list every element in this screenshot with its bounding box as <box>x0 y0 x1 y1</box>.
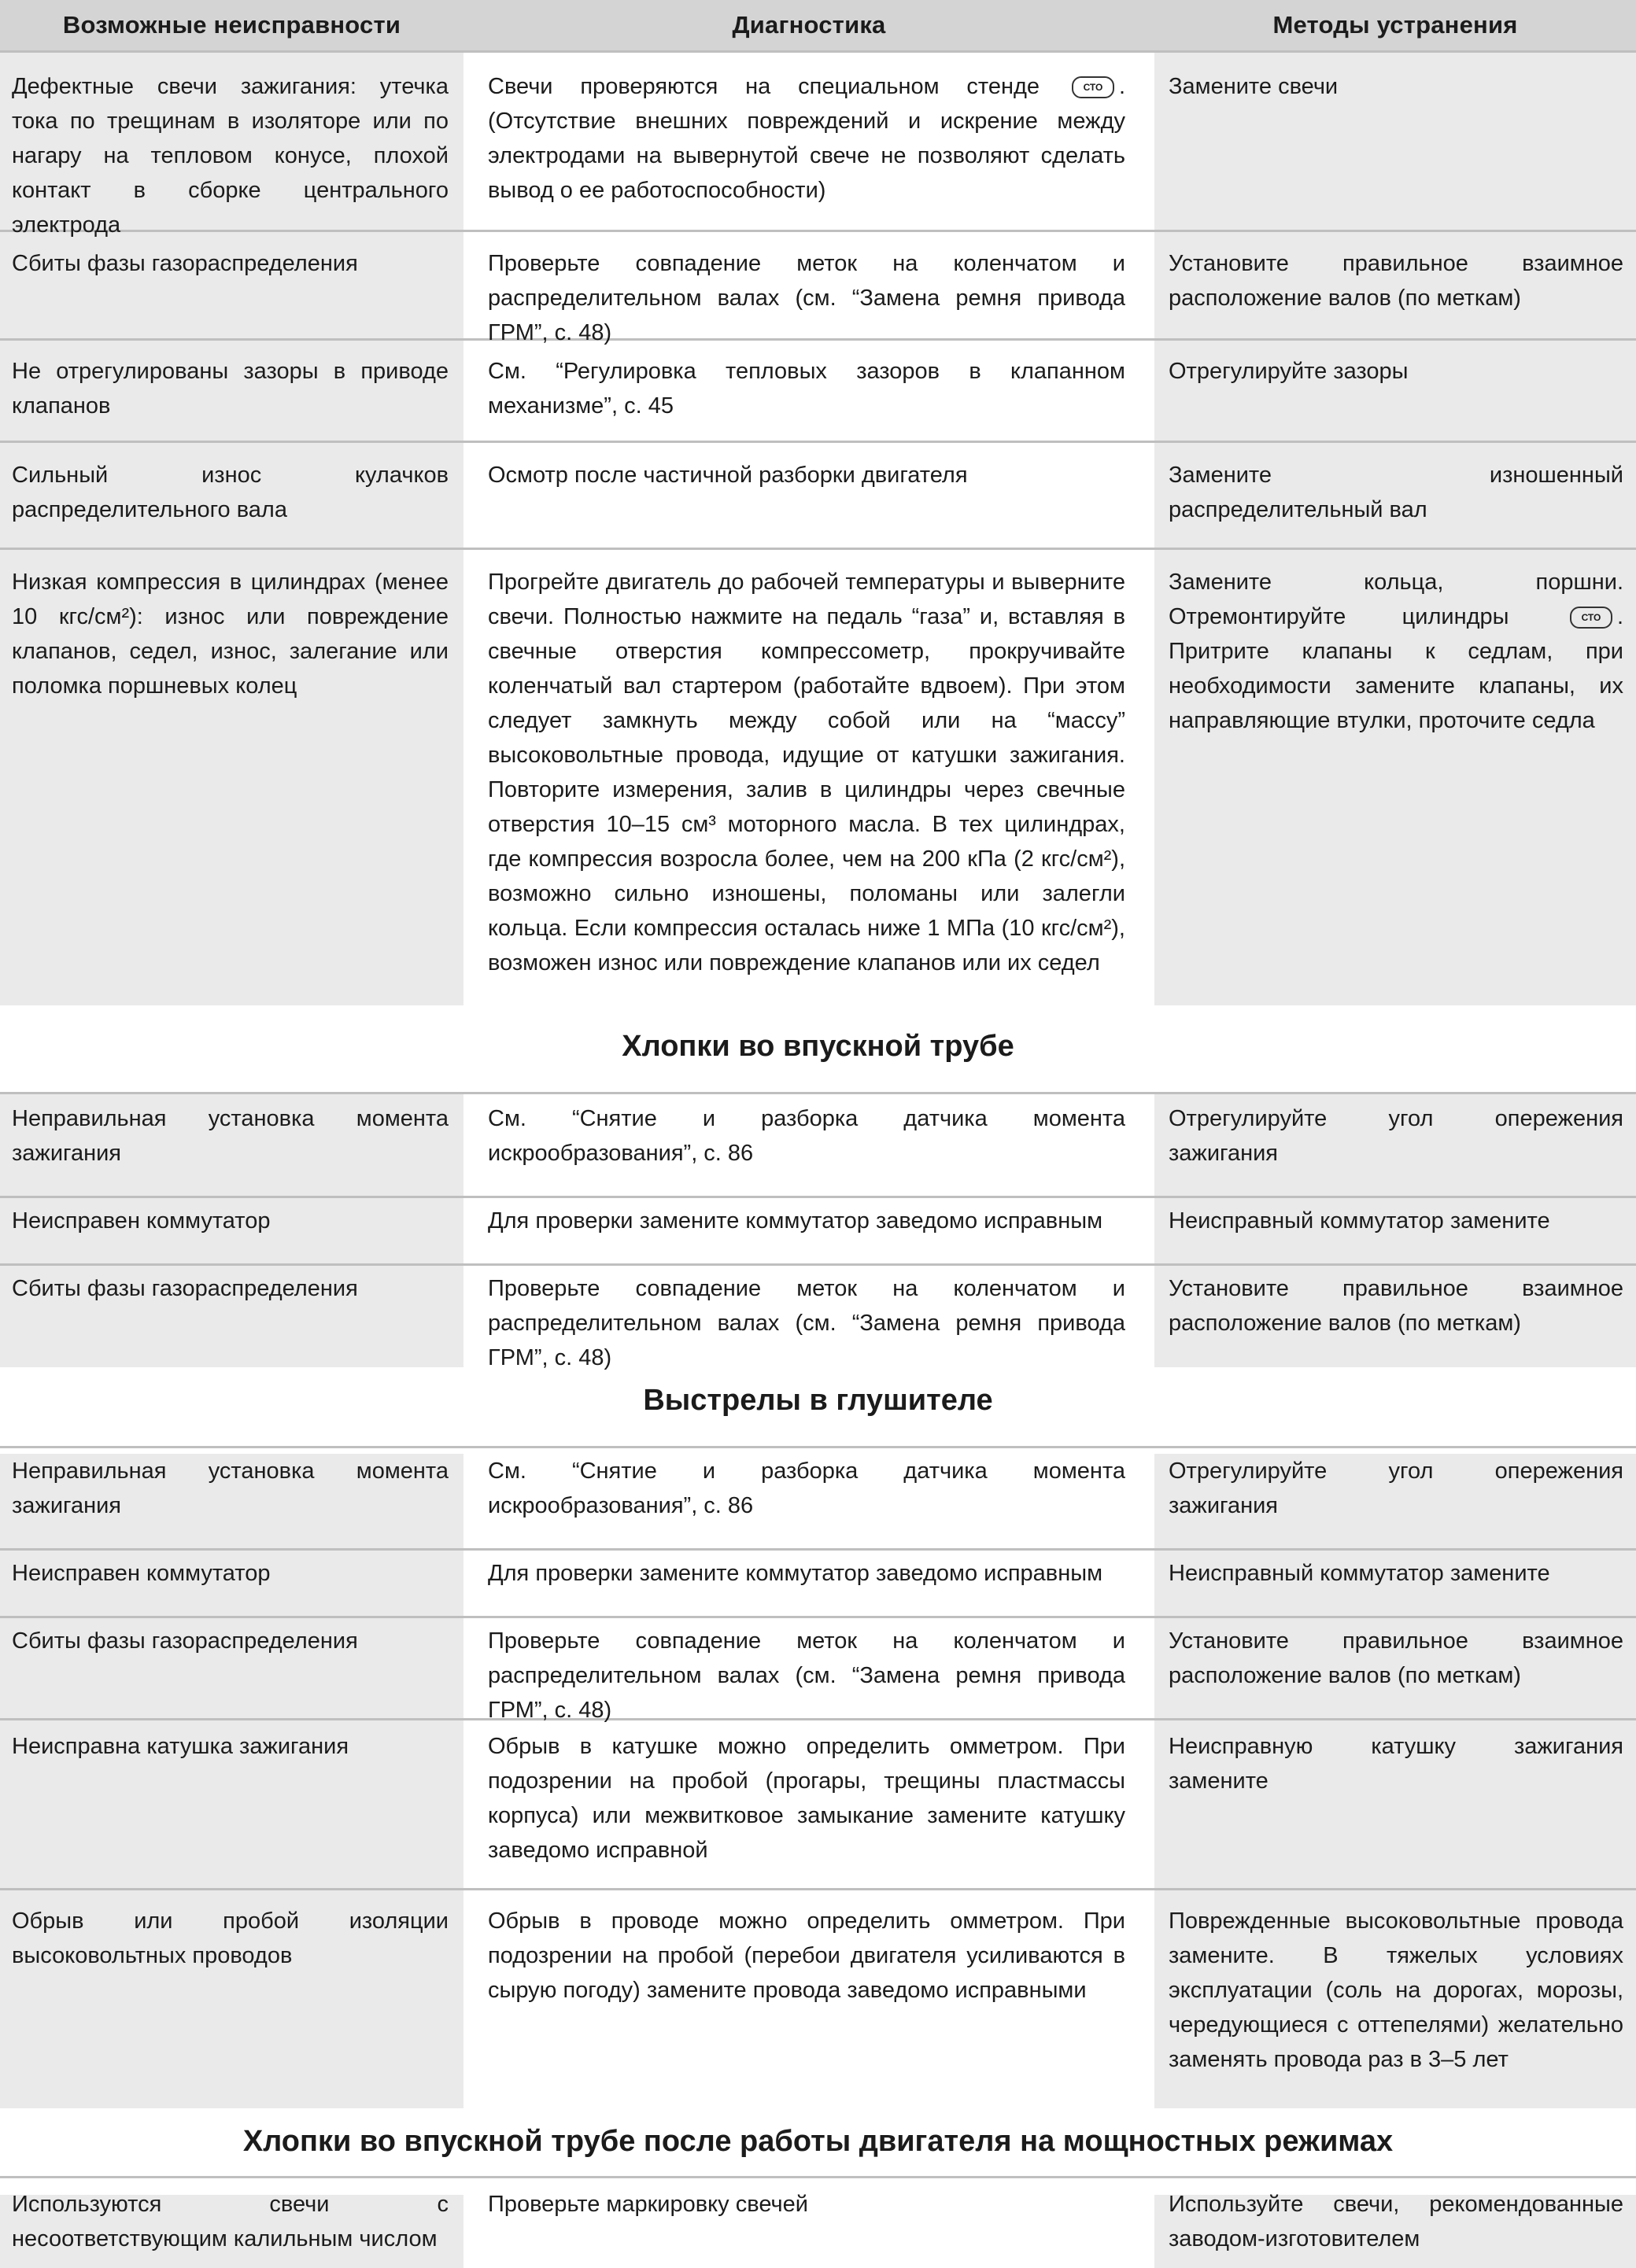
fault-cell: Сбиты фазы газораспределения <box>12 1276 358 1301</box>
diagnostic-cell: См. “Снятие и разборка датчика момента искрообразования”, с. 86 <box>488 1106 1125 1166</box>
diagnostic-cell: Проверьте маркировку свечей <box>488 2192 808 2217</box>
diagnostic-cell: См. “Снятие и разборка датчика момента искрообразования”, с. 86 <box>488 1459 1125 1518</box>
remedy-cell: Поврежденные высоковольтные провода замените. В тяжелых условиях эксплуатации (соль на дорогах, морозы, чередующиеся с оттепелями) желательно заменять провода раз в 3–5 лет <box>1169 1908 1623 2072</box>
remedy-cell: Отрегулируйте зазоры <box>1169 359 1409 384</box>
remedy-text: Замените кольца, поршни. Отремонтируйте цилиндры <box>1169 570 1623 629</box>
fault-cell: Неправильная установка момента зажигания <box>12 1106 449 1166</box>
remedy-cell: Установите правильное взаимное расположение валов (по меткам) <box>1169 1276 1623 1336</box>
remedy-cell <box>1169 565 1623 738</box>
diagnostic-cell: Осмотр после частичной разборки двигателя <box>488 463 968 488</box>
remedy-text: . Притрите клапаны к седлам, при необходимости замените клапаны, их направляющие втулки, проточите седла <box>1169 604 1623 733</box>
section-title: Хлопки во впускной трубе после работы двигателя на мощностных режимах <box>242 2125 1394 2158</box>
row-separator <box>0 1092 1636 1094</box>
row-separator <box>0 441 1636 443</box>
section-title: Хлопки во впускной трубе <box>622 1030 1014 1063</box>
fault-cell: Сбиты фазы газораспределения <box>12 251 358 276</box>
remedy-cell: Замените свечи <box>1169 74 1339 99</box>
diagnostic-cell: Для проверки замените коммутатор заведомо исправным <box>488 1208 1103 1234</box>
row-separator <box>0 50 1636 53</box>
fault-cell: Неисправен коммутатор <box>12 1561 271 1586</box>
remedy-cell: Неисправный коммутатор замените <box>1169 1561 1550 1586</box>
diagnostic-text: . (Отсутствие внешних повреждений и искрение между электродами на вывернутой свече не позволяют сделать вывод о ее работоспособности) <box>488 74 1125 203</box>
remedy-cell: Отрегулируйте угол опережения зажигания <box>1169 1459 1623 1518</box>
row-separator <box>0 1616 1636 1618</box>
remedy-cell: Используйте свечи, рекомендованные заводом-изготовителем <box>1169 2192 1623 2251</box>
diagnostic-cell: Проверьте совпадение меток на коленчатом и распределительном валах (см. “Замена ремня привода ГРМ”, с. 48) <box>488 1628 1125 1723</box>
fault-cell: Дефектные свечи зажигания: утечка тока по трещинам в изоляторе или по нагару на тепловом конусе, плохой контакт в сборке центрального электрода <box>12 74 449 238</box>
remedy-cell: Неисправную катушку зажигания замените <box>1169 1734 1623 1794</box>
diagnostic-cell: Проверьте совпадение меток на коленчатом и распределительном валах (см. “Замена ремня привода ГРМ”, с. 48) <box>488 251 1125 345</box>
fault-cell: Неисправна катушка зажигания <box>12 1734 349 1759</box>
fault-cell: Неисправен коммутатор <box>12 1208 271 1234</box>
remedy-cell: Установите правильное взаимное расположение валов (по меткам) <box>1169 1628 1623 1688</box>
row-separator <box>0 1548 1636 1551</box>
diagnostic-text: Свечи проверяются на специальном стенде <box>488 74 1040 99</box>
fault-cell: Низкая компрессия в цилиндрах (менее 10 кгс/см²): износ или повреждение клапанов, седел, износ, залегание или поломка поршневых колец <box>12 570 449 699</box>
service-station-icon: СТО <box>1570 607 1612 629</box>
fault-cell: Неправильная установка момента зажигания <box>12 1459 449 1518</box>
header-faults: Возможные неисправности <box>62 11 401 39</box>
row-separator <box>0 2176 1636 2178</box>
row-separator <box>0 1888 1636 1890</box>
diagnostic-cell: Проверьте совпадение меток на коленчатом и распределительном валах (см. “Замена ремня привода ГРМ”, с. 48) <box>488 1276 1125 1370</box>
row-separator <box>0 1263 1636 1266</box>
remedy-cell: Отрегулируйте угол опережения зажигания <box>1169 1106 1623 1166</box>
fault-cell: Не отрегулированы зазоры в приводе клапанов <box>12 359 449 419</box>
service-station-icon: СТО <box>1072 76 1114 98</box>
section-title: Выстрелы в глушителе <box>643 1384 993 1417</box>
diagnostic-cell: Прогрейте двигатель до рабочей температуры и выверните свечи. Полностью нажмите на педаль “газа” и, вставляя в свечные отверстия компрессометр, прокручивайте коленчатый вал стартером (работайте вдвоем). При этом следует замкнуть между собой или на “массу” высоковольтные провода, идущие от катушки зажигания. Повторите измерения, залив в цилиндры через свечные отверстия 10–15 см³ моторного масла. В тех цилиндрах, где компрессия возросла более, чем на 200 кПа (2 кгс/см²), возможно сильно изношены, поломаны или залегли кольца. Если компрессия осталась ниже 1 МПа (10 кгс/см²), возможен износ или повреждение клапанов или их седел <box>488 570 1125 975</box>
row-separator <box>0 1446 1636 1448</box>
fault-cell: Используются свечи с несоответствующим калильным числом <box>12 2192 449 2251</box>
diagnostic-cell: Обрыв в катушке можно определить омметром. При подозрении на пробой (прогары, трещины пластмассы корпуса) или межвитковое замыкание замените катушку заведомо исправной <box>488 1734 1125 1863</box>
diagnostic-cell: Для проверки замените коммутатор заведомо исправным <box>488 1561 1103 1586</box>
row-separator <box>0 548 1636 550</box>
fault-cell: Сбиты фазы газораспределения <box>12 1628 358 1654</box>
fault-cell: Обрыв или пробой изоляции высоковольтных проводов <box>12 1908 449 1968</box>
fault-cell: Сильный износ кулачков распределительного вала <box>12 463 449 522</box>
header-diagnostics: Диагностика <box>732 11 886 39</box>
header-remedies: Методы устранения <box>1272 11 1518 39</box>
diagnostic-cell: См. “Регулировка тепловых зазоров в клапанном механизме”, с. 45 <box>488 359 1125 419</box>
diagnostic-cell: Обрыв в проводе можно определить омметром. При подозрении на пробой (перебои двигателя усиливаются в сырую погоду) замените провода заведомо исправными <box>488 1908 1125 2003</box>
row-separator <box>0 1196 1636 1198</box>
remedy-cell: Замените изношенный распределительный вал <box>1169 463 1623 522</box>
diagnostic-cell <box>488 69 1125 208</box>
remedy-cell: Установите правильное взаимное расположение валов (по меткам) <box>1169 251 1623 311</box>
remedy-cell: Неисправный коммутатор замените <box>1169 1208 1550 1234</box>
